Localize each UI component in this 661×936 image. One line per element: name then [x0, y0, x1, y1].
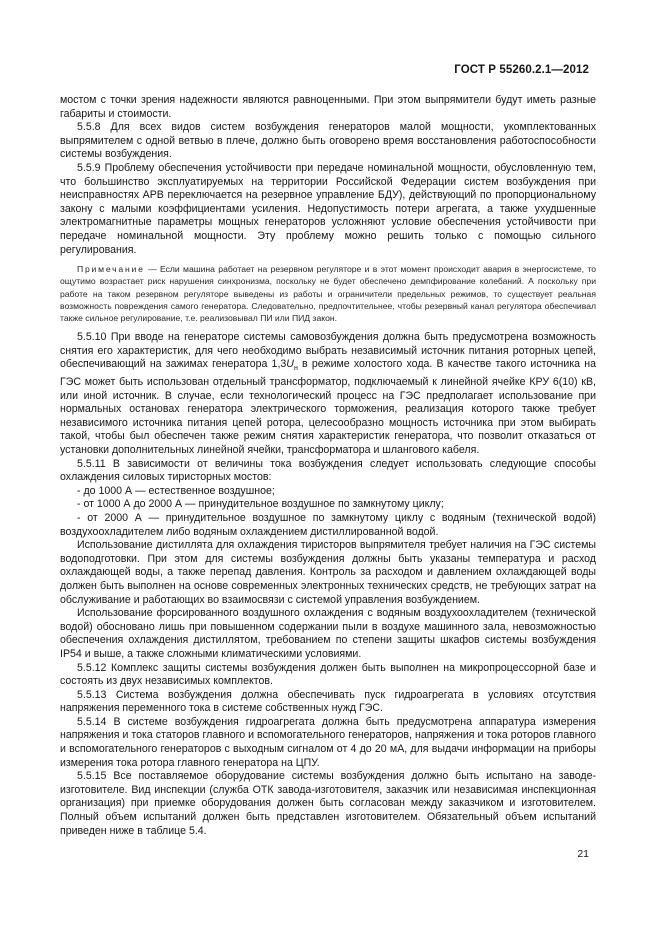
paragraph-5-5-8: 5.5.8 Для всех видов систем возбуждения генераторов малой мощности, укомплектованных выпрямителем с одной ветвью в плече, должно быть оговорено время восстановления работоспособности системы возбуждения. [60, 121, 596, 161]
page-number: 21 [577, 848, 589, 860]
list-item-cooling-1: - до 1000 А — естественное воздушное; [77, 484, 275, 497]
paragraph-5-5-12: 5.5.12 Комплекс защиты системы возбуждения должен быть выполнен на микропроцессорной базе и состоять из двух независимых комплектов. [60, 661, 596, 688]
note-label: Примечание [77, 264, 145, 275]
paragraph-5-5-15: 5.5.15 Все поставляемое оборудование системы возбуждения должно быть испытано на заводе-изготовителе. Вид инспекции (служба ОТК завода-изготовителя, заказчик или независимая инспекционная организация) при приемке оборудования должен быть согласован между заказчиком и изготовителем. Полный объем испытаний должен быть представлен изготовителем. Обязательный объем испытаний приведен ниже в таблице 5.4. [60, 770, 596, 837]
paragraph-5-5-9: 5.5.9 Проблему обеспечения устойчивости при передаче номинальной мощности, обусловленную тем, что большинство эксплуатируемых на территории Российской Федерации систем возбуждения при неисправностях АРВ переключается на резервное управление БДУ), действующий по пропорциональному закону с малыми коэффициентами усиления. Недопустимость потери агрегата, а также ухудшенные электромагнитные параметры мощных генераторов усложняют условие обеспечения устойчивости при передаче номинальной мощности. Эту проблему можно решить только с помощью сильного регулирования. [60, 161, 596, 256]
paragraph-distillate: Использование дистиллята для охлаждения тиристоров выпрямителя требует наличия на ГЭС системы водоподготовки. При этом для системы возбуждения должны быть указаны температура и расход охлаждающей воды, а также перепад давления. Контроль за расходом и давлением охлаждающей воды должен быть выполнен на основе современных электронных технических средств, не требующих затрат на обслуживание и работающих во взаимосвязи с системой управления возбуждением. [60, 539, 596, 606]
paragraph-forced-air: Использование форсированного воздушного охлаждения с водяным воздухоохладителем (технической водой) обосновано лишь при повышенном содержании пыли в воздухе машинного зала, невозможностью обеспечения охлаждения дистиллятом, требованием по степени защиты шкафов системы возбуждения IP54 и выше, а также сложными климатическими условиями. [60, 607, 596, 660]
paragraph-5-5-13: 5.5.13 Система возбуждения должна обеспечивать пуск гидроагрегата в условиях отсутствия напряжения переменного тока в системе собственных нужд ГЭС. [60, 688, 596, 715]
voltage-subscript: н [293, 365, 298, 373]
paragraph-5-5-14: 5.5.14 В системе возбуждения гидроагрегата должна быть предусмотрена аппаратура измерения напряжения и тока статоров главного и вспомогательного генераторов, напряжения и тока роторов главного и вспомогательного генераторов с выходным сигналом от 4 до 20 мА, для выдачи информации на приборы измерения тока ротора главного генератора на ЦПУ. [60, 715, 596, 769]
list-item-cooling-2: - от 1000 А до 2000 А — принудительное воздушное по замкнутому циклу; [77, 498, 444, 511]
voltage-symbol: U [286, 358, 294, 371]
paragraph-5-5-10-part1: 5.5.10 При вводе на генераторе системы самовозбуждения должна быть предусмотрена возможность снятия его характеристик, для чего необходимо выбрать независимый источник питания роторных цепей, обеспечивающий на зажимах генератора 1,3 [60, 331, 596, 371]
paragraph-5-5-10-part2: в режиме холостого хода. В качестве такого источника на ГЭС может быть использован отдельный трансформатор, подключаемый к линейной ячейке КРУ 6(10) кВ, или иной источник. В случае, если технологический процесс на ГЭС предполагает использование при нормальных остановах генератора электрического торможения, реализация которого также требует независимого источника питания цепей ротора, целесообразно мощность источника при этом выбирать такой, чтобы был обеспечен также режим снятия характеристик генератора, что позволит отказаться от установки дополнительных линейной ячейки, трансформатора и шлангового кабеля. [60, 358, 596, 456]
paragraph-5-5-11: 5.5.11 В зависимости от величины тока возбуждения следует использовать следующие способы охлаждения силовых тиристорных мостов: [60, 457, 596, 484]
note-text: — Если машина работает на резервном регуляторе и в этот момент происходит авария в энергосистеме, то ощутимо возрастает риск нарушения синхронизма, поскольку не будет обеспечено демпфирование колебаний. А поскольку при работе на таком резервном регуляторе выведены из работы и ограничители предельных режимов, то существует реальная возможность повреждения самого генератора. Следовательно, предпочтительнее, чтобы резервный канал регулятора обеспечивал также сильное регулирование, т.е. реализовывал ПИ или ПИД закон. [60, 264, 596, 323]
document-code-header: ГОСТ Р 55260.2.1—2012 [454, 64, 589, 76]
paragraph-continuation: мостом с точки зрения надежности являются равноценными. При этом выпрямители будут иметь разные габариты и стоимости. [60, 94, 596, 120]
document-body [60, 94, 596, 838]
paragraph-5-5-10 [60, 331, 596, 457]
note-block [60, 263, 596, 324]
list-item-cooling-3: - от 2000 А — принудительное воздушное по замкнутому циклу с водяным (технической водой) воздухоохладителем либо водяным охлаждением дистиллированной водой. [60, 511, 596, 538]
